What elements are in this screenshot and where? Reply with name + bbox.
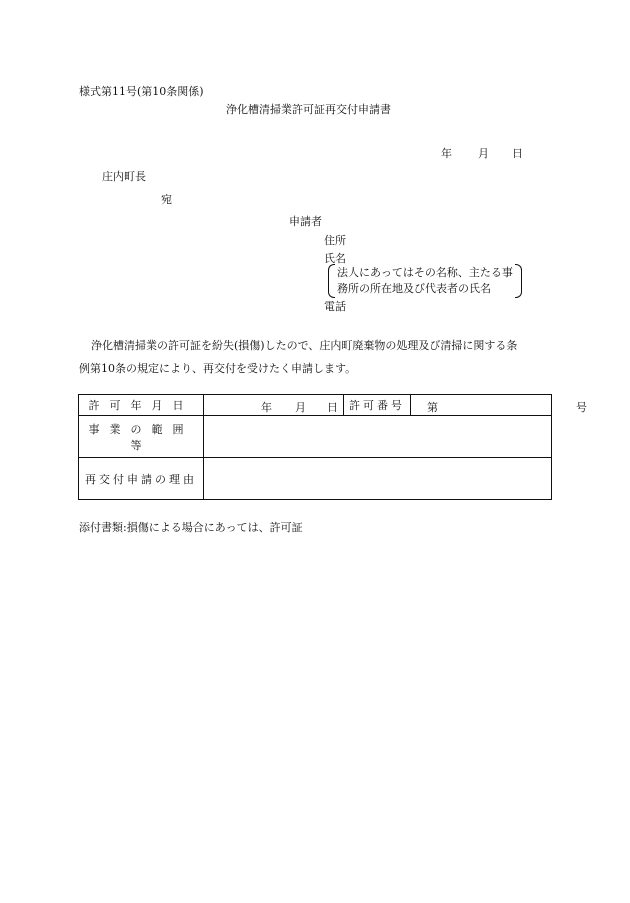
date-month-label: 月 — [478, 147, 489, 160]
applicant-heading: 申請者 — [289, 215, 322, 228]
body-text-line2: 例第10条の規定により、再交付を受けたく申請します。 — [79, 362, 357, 375]
corporate-note — [328, 264, 522, 298]
permit-date-year: 年 — [261, 401, 272, 414]
corporate-note-line1: 法人にあってはその名称、主たる事 — [337, 266, 513, 279]
table-row — [79, 416, 552, 458]
permit-number-label-cell — [344, 395, 411, 416]
form-number: 様式第11号(第10条関係) — [79, 85, 204, 98]
left-bracket — [328, 264, 335, 298]
attachment-note: 添付書類:損傷による場合にあっては、許可証 — [79, 521, 303, 534]
permit-date-label-cell — [79, 395, 204, 416]
permit-date-value-cell — [204, 395, 344, 416]
permit-date-day: 日 — [327, 401, 338, 414]
permit-number-suffix: 号 — [576, 401, 587, 414]
document-title: 浄化槽清掃業許可証再交付申請書 — [226, 103, 391, 116]
reissue-reason-value-cell — [204, 458, 552, 500]
phone-label: 電話 — [324, 300, 346, 313]
permit-date-label: 許可年月日 — [88, 399, 194, 412]
reissue-reason-label-cell — [79, 458, 204, 500]
business-scope-label-cell — [79, 416, 204, 458]
permit-date-month: 月 — [295, 401, 306, 414]
permit-number-prefix: 第 — [427, 401, 438, 414]
permit-number-label: 許可番号 — [349, 399, 405, 412]
permit-table — [78, 394, 587, 500]
body-text-line1: 浄化槽清掃業の許可証を紛失(損傷)したので、庄内町廃棄物の処理及び清掃に関する条 — [91, 339, 518, 352]
business-scope-label: 事業の範囲等 — [88, 422, 194, 452]
corporate-note-line2: 務所の所在地及び代表者の氏名 — [337, 282, 491, 295]
table-row — [79, 395, 552, 416]
date-day-label: 日 — [512, 147, 523, 160]
business-scope-value-cell — [204, 416, 552, 458]
addressee: 庄内町長 — [102, 170, 146, 183]
right-bracket — [515, 264, 522, 298]
table-row — [79, 458, 552, 500]
address-label: 住所 — [324, 234, 346, 247]
reissue-reason-label: 再交付申請の理由 — [85, 472, 197, 486]
permit-number-value-cell — [411, 395, 587, 416]
name-label: 氏名 — [324, 252, 346, 265]
date-year-label: 年 — [441, 147, 452, 160]
honorific: 宛 — [161, 193, 172, 206]
